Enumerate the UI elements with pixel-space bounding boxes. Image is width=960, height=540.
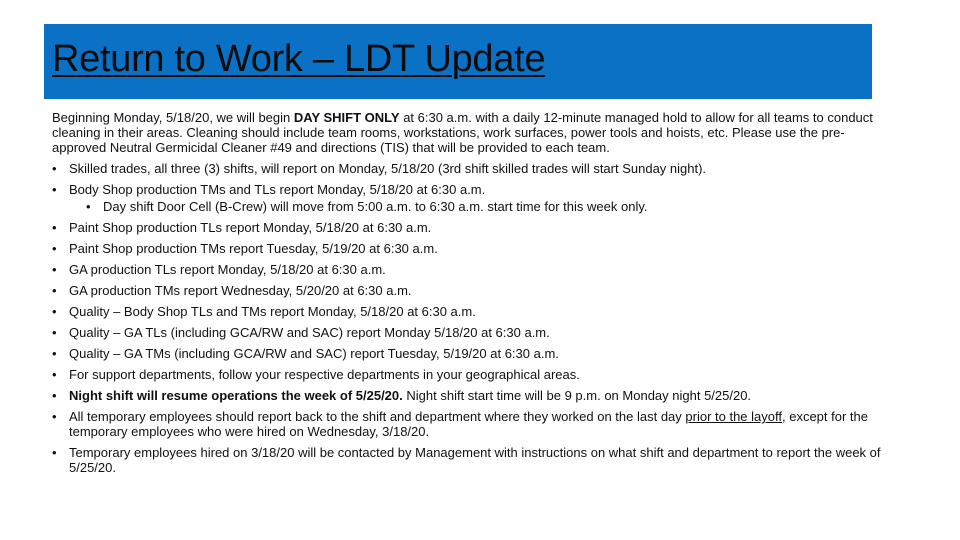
sub-bullet-door-cell bbox=[86, 199, 892, 214]
bullet-text: Temporary employees hired on 3/18/20 will be contacted by Management with instructions on what shift and department to report the week of 5/25/20. bbox=[69, 445, 881, 475]
bullet-text: GA production TMs report Wednesday, 5/20/20 at 6:30 a.m. bbox=[69, 283, 412, 298]
intro-paragraph bbox=[52, 110, 892, 155]
title-banner bbox=[44, 24, 872, 99]
bullet-text: Quality – GA TLs (including GCA/RW and SAC) report Monday 5/18/20 at 6:30 a.m. bbox=[69, 325, 550, 340]
bullet-quality-body-shop bbox=[52, 304, 892, 319]
sub-bullet-text: Day shift Door Cell (B-Crew) will move from 5:00 a.m. to 6:30 a.m. start time for this week only. bbox=[103, 199, 648, 214]
bullet-text: Quality – GA TMs (including GCA/RW and SAC) report Tuesday, 5/19/20 at 6:30 a.m. bbox=[69, 346, 559, 361]
bullet-bold-text: Night shift will resume operations the week of 5/25/20. bbox=[69, 388, 403, 403]
bullet-text: Night shift start time will be 9 p.m. on Monday night 5/25/20. bbox=[402, 388, 752, 403]
bullet-quality-ga-tls bbox=[52, 325, 892, 340]
bullet-ga-tms bbox=[52, 283, 892, 298]
bullet-text: Paint Shop production TMs report Tuesday, 5/19/20 at 6:30 a.m. bbox=[69, 241, 438, 256]
bullet-quality-ga-tms bbox=[52, 346, 892, 361]
bullet-text: Quality – Body Shop TLs and TMs report Monday, 5/18/20 at 6:30 a.m. bbox=[69, 304, 476, 319]
bullet-night-shift bbox=[52, 388, 892, 403]
page-title: Return to Work – LDT Update bbox=[52, 38, 546, 80]
bullet-temporary-hired bbox=[52, 445, 892, 475]
bullet-ga-tls bbox=[52, 262, 892, 277]
bullet-text: GA production TLs report Monday, 5/18/20 at 6:30 a.m. bbox=[69, 262, 386, 277]
bullet-text: For support departments, follow your respective departments in your geographical areas. bbox=[69, 367, 580, 382]
intro-text-1: Beginning Monday, 5/18/20, we will begin bbox=[52, 110, 294, 125]
sub-bullet-list bbox=[69, 199, 892, 214]
slide-body bbox=[52, 110, 892, 481]
bullet-text: Body Shop production TMs and TLs report Monday, 5/18/20 at 6:30 a.m. bbox=[69, 182, 486, 197]
bullet-body-shop bbox=[52, 182, 892, 214]
bullet-temporary-employees bbox=[52, 409, 892, 439]
bullet-paint-shop-tls bbox=[52, 220, 892, 235]
bullet-support-departments bbox=[52, 367, 892, 382]
intro-text-2: at 6:30 a.m. with a daily 12-minute managed hold to allow for all teams to conduct cleaning in their areas. Cleaning should include team rooms, workstations, work surfaces, power tools and hoists, etc. Please use the pre-approved Neutral Germicidal Cleaner #49 and directions (TIS) that will be provided to each team. bbox=[52, 110, 873, 155]
bullet-text: Skilled trades, all three (3) shifts, will report on Monday, 5/18/20 (3rd shift skilled trades will start Sunday night). bbox=[69, 161, 707, 176]
intro-bold: DAY SHIFT ONLY bbox=[293, 110, 400, 125]
bullet-skilled-trades bbox=[52, 161, 892, 176]
bullet-text: , except for the temporary employees who were hired on Wednesday, 3/18/20. bbox=[69, 409, 868, 439]
bullet-list bbox=[52, 161, 892, 475]
bullet-text: Paint Shop production TLs report Monday, 5/18/20 at 6:30 a.m. bbox=[69, 220, 432, 235]
bullet-paint-shop-tms bbox=[52, 241, 892, 256]
bullet-text: All temporary employees should report back to the shift and department where they worked on the last day bbox=[69, 409, 686, 424]
bullet-underlined-text: prior to the layoff bbox=[685, 409, 782, 424]
